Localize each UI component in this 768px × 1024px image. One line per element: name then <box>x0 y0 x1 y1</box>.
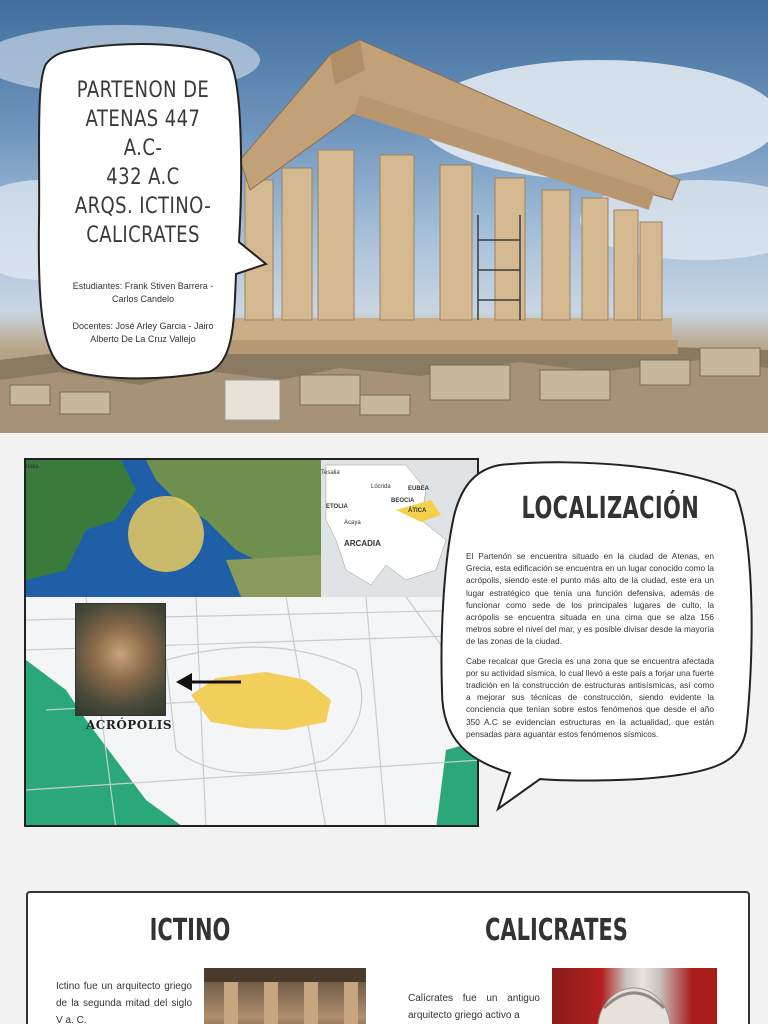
location-paragraph-1: El Partenón se encuentra situado en la ciudad de Atenas, en Grecia, esta edificación se encuentra en un lugar conocido como la acrópolis, siendo este el punto más alto de la ciudad, este era un lugar estratégico que tenía una función defensiva, además de funcionar como sede de los principales lugares de culto, la acrópolis se encuentra situada en una cima que se alza 156 metros sobre el nivel del mar, y es posible divisar desde la mayoría de las zonas de la ciudad. <box>466 551 714 647</box>
acropolis-photo <box>75 603 166 716</box>
architects-section <box>0 863 768 1024</box>
calicrates-image <box>552 968 717 1024</box>
teachers-line-2: Alberto De La Cruz Vallejo <box>90 334 196 344</box>
map-label-atica: ÁTICA <box>408 508 427 514</box>
teachers-line-1: Docentes: José Arley Garcia - Jairo <box>72 321 214 331</box>
map-label-etolia: ETOLIA <box>326 504 348 510</box>
map-label-locrida: Lócrida <box>371 484 391 490</box>
map-label-tesalia: Tesalia <box>321 470 340 476</box>
location-paragraph-2: Cabe recalcar que Grecia es una zona que se encuentra afectada por su actividad sísmica, lo cual llevó a este país a forjar una fuerte tradición en la construcción de estructuras antisísmicas, así como a mejorar sus técnicas de construcción, siendo evidente la conciencia que tenían sobre estos fenómenos que desde el año 350 A.C se evidencian estructuras en la actualidad, que están pensadas para aguantar estos fenómenos sísmicos. <box>466 655 714 739</box>
students-line-2: Carlos Candelo <box>111 294 175 304</box>
calicrates-text: Calícrates fue un antiguo arquitecto griego activo a <box>408 993 540 1021</box>
ictino-image <box>204 968 366 1024</box>
location-title: LOCALIZACIÓN <box>521 491 700 526</box>
map-label-eubea: EUBEA <box>408 486 430 492</box>
ictino-text: Ictino fue un arquitecto griego de la segunda mitad del siglo V a. C. <box>56 981 192 1024</box>
map-label-italia: Italia <box>26 464 39 470</box>
temple-detail-graphic <box>204 968 366 1024</box>
acropolis-label: ACRÓPOLIS <box>86 718 172 732</box>
map-label-acaya: Acaya <box>344 520 361 526</box>
location-text <box>466 550 714 747</box>
title-line-4: ARQS. ICTINO- <box>74 194 212 219</box>
teachers-credit <box>48 320 238 346</box>
title-line-2: ATENAS 447 A.C- <box>85 107 201 161</box>
page-title <box>65 76 221 250</box>
title-line-1: PARTENON DE <box>76 78 210 103</box>
location-map <box>24 458 479 827</box>
students-credit <box>48 280 238 306</box>
bust-graphic <box>552 968 717 1024</box>
hero-section <box>0 0 768 433</box>
title-speech-bubble <box>34 42 244 378</box>
map-label-arcadia: ARCADIA <box>344 539 381 548</box>
map-label-beocia: BEOCIA <box>391 498 415 504</box>
students-line-1: Estudiantes: Frank Stiven Barrera - <box>72 281 214 291</box>
calicrates-heading: CALICRATES <box>485 913 628 948</box>
title-line-5: CALICRATES <box>86 223 200 248</box>
title-line-3: 432 A.C <box>106 165 180 190</box>
ictino-heading: ICTINO <box>149 913 231 948</box>
location-section <box>0 433 768 863</box>
